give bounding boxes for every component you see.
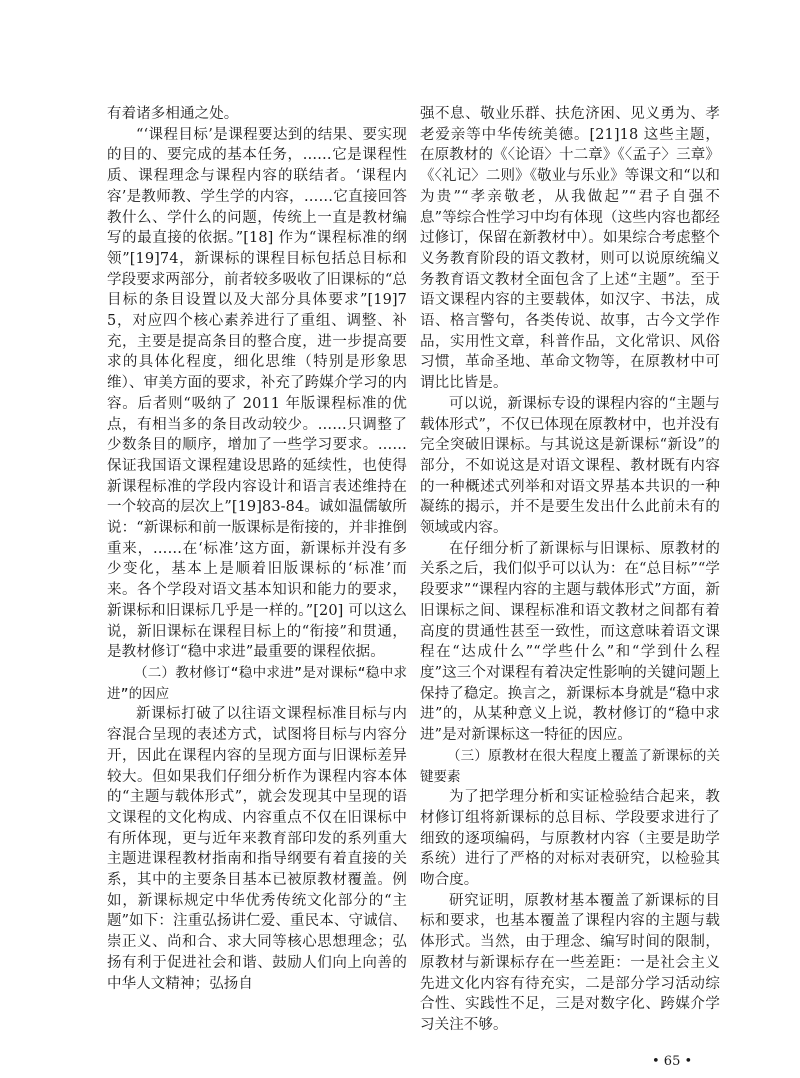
paragraph-course-objectives: “‘课程目标’是课程要达到的结果、要实现的目的、要完成的基本任务，……它是课程性质、课程理念与课程内容的联结者。‘课程内容’是教师教、学生学的内容，……它直接回答教什么、学什么的问题，传统上一直是教材编写的最直接的依据。”[18] 作为“课程标准的纲领”[19]74，新课标的课程目标包括总目标和学段要求两部分，前者较多吸收了旧课标的“总目标的条目设置以及大部分具体要求”[19]75，对应四个核心素养进行了重组、调整、补充，主要是提高条目的整合度，进一步提高要求的具体化程度，细化思维（特别是形象思维）、审美方面的要求，补充了跨媒介学习的内容。后者则“吸纳了 2011 年版课程标准的优点，有相当多的条目改动较少。……只调整了少数条目的顺序，增加了一些学习要求。……保证我国语文课程建设思路的延续性，也使得新课程标准的学段内容设计和语言表述维持在一个较高的层次上”[19]83-84。诚如温儒敏所说：“新课标和前一版课标是衔接的，并非推倒重来，……在‘标准’这方面，新课标并没有多少变化，基本上是顺着旧版课标的‘标准’而来。各个学段对语文基本知识和能力的要求，新课标和旧课标几乎是一样的。”[20] 可以这么说，新旧课标在课程目标上的“衔接”和贯通，是教材修订“稳中求进”最重要的课程依据。 [107, 126, 407, 661]
paragraph-theme-and-carrier: 可以说，新课标专设的课程内容的“主题与载体形式”，不仅已体现在原教材中，也并没有完全突破旧课标。与其说这是新课标“新设”的部分，不如说这是对语文课程、教材既有内容的一种概述式列举和对语文界基本共识的一种凝练的揭示，并不是要生发出什么此前未有的领域或内容。 [420, 395, 720, 537]
left-column [107, 104, 407, 994]
section-heading-2: （二）教材修订“稳中求进”是对课标“稳中求进”的因应 [107, 664, 407, 702]
page-number: • 65 • [652, 1054, 693, 1069]
section-heading-3: （三）原教材在很大程度上覆盖了新课标的关键要素 [420, 747, 720, 785]
paragraph-relationship-analysis: 在仔细分析了新课标与旧课标、原教材的关系之后，我们似乎可以认为：在“总目标”“学段要求”“课程内容的主题与载体形式”方面，新旧课标之间、课程标准和语文教材之间都有着高度的贯通性甚至一致性，而这意味着语文课程在“达成什么”“学些什么”和“学到什么程度”这三个对课程有着决定性影响的关键问题上保持了稳定。换言之，新课标本身就是“稳中求进”的，从某种意义上说，教材修订的“稳中求进”是对新课标这一特征的因应。 [420, 540, 720, 744]
paragraph-continuation: 有着诸多相通之处。 [107, 106, 239, 122]
paragraph-research-findings: 研究证明，原教材基本覆盖了新课标的目标和要求，也基本覆盖了课程内容的主题与载体形式。当然，由于理念、编写时间的限制，原教材与新课标存在一些差距：一是社会主义先进文化内容有待充实，二是部分学习活动综合性、实践性不足，三是对数字化、跨媒介学习关注不够。 [420, 892, 720, 1033]
paragraph-empirical-study: 为了把学理分析和实证检验结合起来，教材修订组将新课标的总目标、学段要求进行了细致的逐项编码，与原教材内容（主要是助学系统）进行了严格的对标对表研究，以检验其吻合度。 [420, 789, 720, 889]
paragraph-new-standard-content: 新课标打破了以往语文课程标准目标与内容混合呈现的表述方式，试图将目标与内容分开，因此在课程内容的呈现方面与旧课标差异较大。但如果我们仔细分析作为课程内容本体的“主题与载体形式”，就会发现其中呈现的语文课程的文化构成、内容重点不仅在旧课标中有所体现，更与近年来教育部印发的系列重大主题进课程教材指南和指导纲要有着直接的关系，其中的主要条目基本已被原教材覆盖。例如，新课标规定中华优秀传统文化部分的“主题”如下：注重弘扬讲仁爱、重民本、守诚信、崇正义、尚和合、求大同等核心思想理念；弘扬有利于促进社会和谐、鼓励人们向上向善的中华人文精神；弘扬自 [107, 706, 407, 992]
right-column [420, 104, 720, 1036]
paragraph-traditional-virtues: 强不息、敬业乐群、扶危济困、见义勇为、孝老爱亲等中华传统美德。[21]18 这些主题，在原教材的《〈论语〉十二章》《〈孟子〉三章》《〈礼记〉二则》《敬业与乐业》等课文和“以和为贵”“孝亲敬老，从我做起”“君子自强不息”等综合性学习中均有体现（这些内容也都经过修订，保留在新教材中）。如果综合考虑整个义务教育阶段的语文教材，则可以说原统编义务教育语文教材全面包含了上述“主题”。至于语文课程内容的主要载体，如汉字、书法，成语、格言警句，各类传说、故事，古今文学作品，实用性文章，科普作品，文化常识、风俗习惯，革命圣地、革命文物等，在原教材中可谓比比皆是。 [420, 106, 720, 392]
